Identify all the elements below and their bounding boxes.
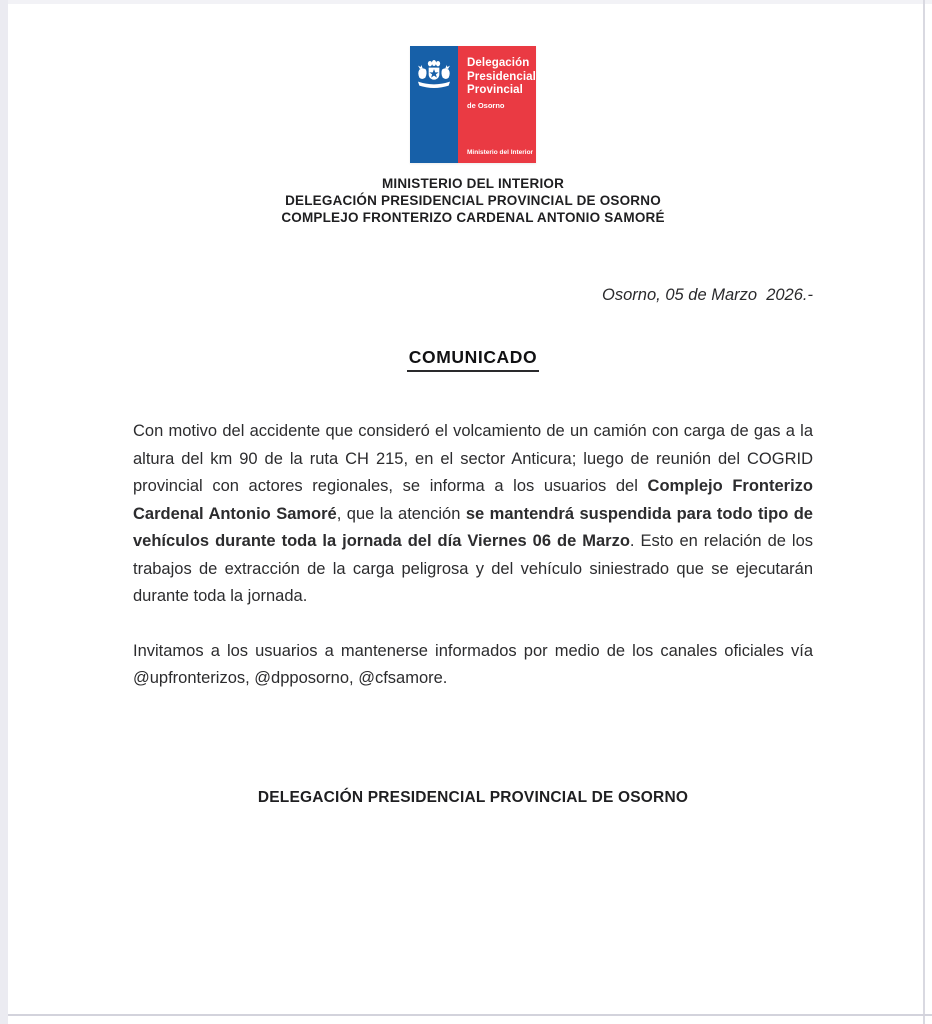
chile-coat-of-arms-icon: [414, 60, 454, 90]
photo-edge-right: [923, 0, 925, 1024]
date-line: Osorno, 05 de Marzo 2026.-: [602, 286, 813, 304]
document-body: [133, 418, 813, 693]
document-title-text: COMUNICADO: [407, 347, 540, 372]
letterhead-line-delegation: DELEGACIÓN PRESIDENCIAL PROVINCIAL DE OSORNO: [285, 193, 661, 208]
document-title: [133, 347, 813, 372]
body-text-run: , que la atención: [336, 504, 466, 523]
logo-text-line: Delegación: [467, 57, 530, 69]
institution-logo: [410, 46, 536, 163]
logo-text-line: Presidencial: [467, 70, 536, 83]
document-footer: DELEGACIÓN PRESIDENCIAL PROVINCIAL DE OSORNO: [257, 788, 689, 806]
body-text-run-bold: Complejo Fronterizo Cardenal Antonio Samoré: [133, 477, 813, 523]
letterhead-line-complejo: COMPLEJO FRONTERIZO CARDENAL ANTONIO SAMORÉ: [281, 210, 665, 225]
logo-ministry-label: Ministerio del Interior: [467, 149, 534, 156]
document-page: [8, 4, 923, 1014]
logo-blue-panel: [410, 46, 458, 163]
body-text-run: . Esto en relación de los trabajos de extracción de la carga peligrosa y del vehículo siniestrado que se ejecutarán durante toda la jornada.: [133, 532, 813, 605]
logo-text-line: Provincial: [467, 84, 523, 96]
paragraph-announcement: [133, 418, 813, 611]
photo-edge-left: [0, 0, 8, 1024]
paragraph-channels: Invitamos a los usuarios a mantenerse informados por medio de los canales oficiales vía @upfronterizos, @dpposorno, @cfsamore.: [133, 641, 813, 687]
letterhead: [133, 175, 813, 226]
logo-text-subline: de Osorno: [467, 100, 505, 110]
photo-edge-bottom: [8, 1014, 932, 1016]
body-text-run: Con motivo del accidente que consideró el volcamiento de un camión con carga de gas a la altura del km 90 de la ruta CH 215, en el sector Anticura; luego de reunión del COGRID provincial con actores regionales, se informa a los usuarios del: [133, 422, 813, 495]
logo-red-panel: [458, 46, 536, 163]
letterhead-line-ministry: MINISTERIO DEL INTERIOR: [381, 176, 565, 191]
body-text-run-bold: se mantendrá suspendida para todo tipo de vehículos durante toda la jornada del día Viernes 06 de Marzo: [133, 504, 813, 550]
